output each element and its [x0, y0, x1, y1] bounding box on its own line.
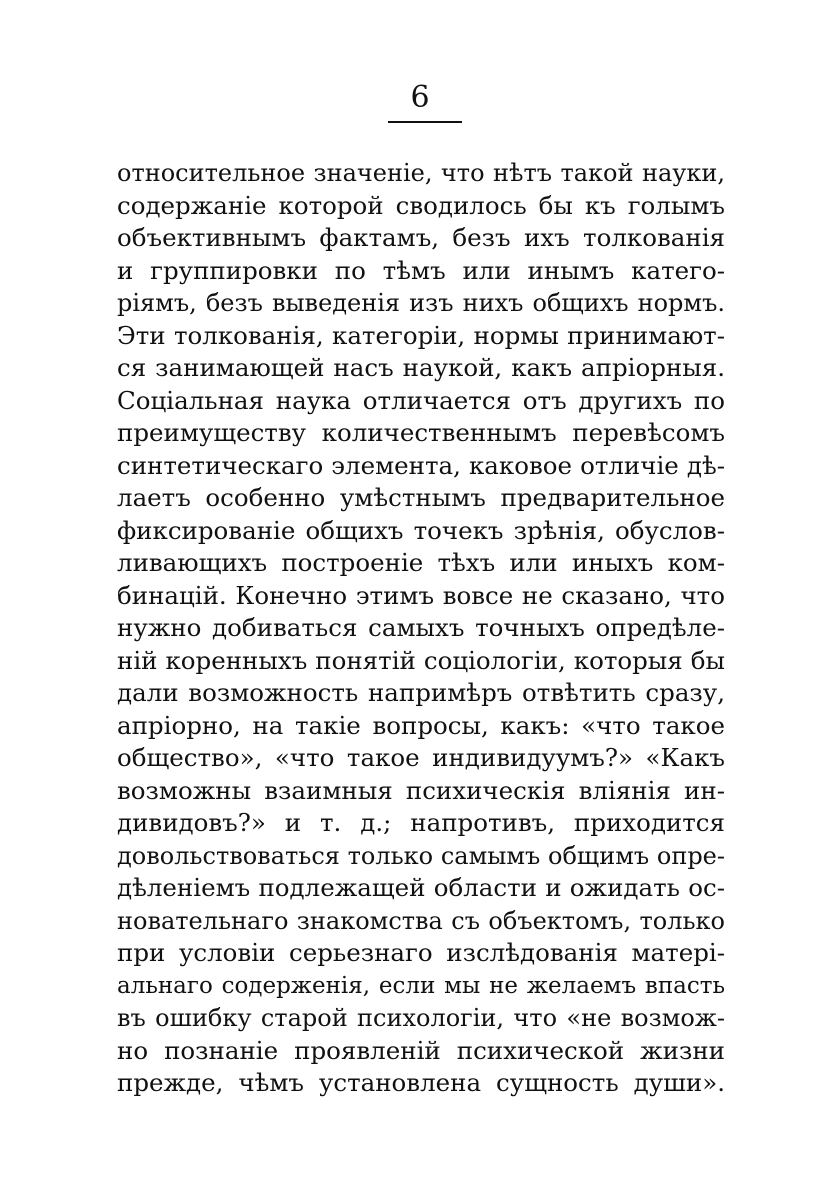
text-line: возможны взаимныя психическія вліянія ин-	[117, 775, 725, 805]
text-line: ливающихъ построеніе тѣхъ или иныхъ ком-	[117, 548, 725, 577]
text-line: довольствоваться только самымъ общимъ опре-	[117, 841, 725, 870]
text-line: общество», «что такое индивидуумъ?» «Какъ	[117, 743, 725, 772]
text-line: нужно добиваться самыхъ точныхъ опредѣле-	[117, 613, 725, 642]
text-line: апріорно, на такіе вопросы, какъ: «что такое	[117, 710, 725, 740]
text-line: относительное значеніе, что нѣтъ такой науки,	[117, 159, 725, 187]
text-line: бинацій. Конечно этимъ вовсе не сказано, что	[117, 580, 725, 610]
text-line: въ ошибку старой психологіи, что «не возмож-	[117, 1004, 725, 1032]
text-line: фиксированіе общихъ точекъ зрѣнія, обуслов-	[117, 515, 725, 545]
body-text	[117, 157, 725, 1100]
text-line: ріямъ, безъ выведенія изъ нихъ общихъ нормъ.	[117, 289, 725, 317]
text-line: содержаніе которой сводилось бы къ голымъ	[117, 190, 725, 220]
text-line: дѣленіемъ подлежащей области и ожидать ос-	[117, 873, 725, 902]
text-line: дали возможность напримѣръ отвѣтить сразу,	[117, 678, 725, 707]
text-line: Соціальная наука отличается отъ другихъ по	[117, 385, 725, 415]
page-number: 6	[410, 80, 430, 115]
text-line: при условіи серьезнаго изслѣдованія матері-	[117, 938, 725, 967]
text-line: и группировки по тѣмъ или инымъ катего-	[117, 255, 725, 285]
text-line: прежде, чѣмъ установлена сущность души».	[117, 1068, 725, 1097]
text-line: преимуществу количественнымъ перевѣсомъ	[117, 418, 725, 447]
text-line: лаетъ особенно умѣстнымъ предварительное	[117, 483, 725, 512]
text-line: альнаго содерженія, если мы не желаемъ впасть	[117, 972, 725, 999]
text-line: Эти толкованія, категоріи, нормы принимают-	[117, 320, 725, 350]
text-line: ся занимающей насъ наукой, какъ апріорныя.	[117, 353, 725, 382]
text-line: новательнаго знакомства съ объектомъ, только	[117, 906, 725, 935]
text-line: дивидовъ?» и т. д.; напротивъ, приходится	[117, 808, 725, 837]
text-line: объективнымъ фактамъ, безъ ихъ толкованія	[117, 223, 725, 252]
text-line: но познаніе проявленій психической жизни	[117, 1035, 725, 1065]
text-line: синтетическаго элемента, каковое отличіе дѣ-	[117, 450, 725, 480]
page-number-rule	[388, 121, 462, 123]
text-line: ній коренныхъ понятій соціологіи, которыя бы	[117, 645, 725, 675]
